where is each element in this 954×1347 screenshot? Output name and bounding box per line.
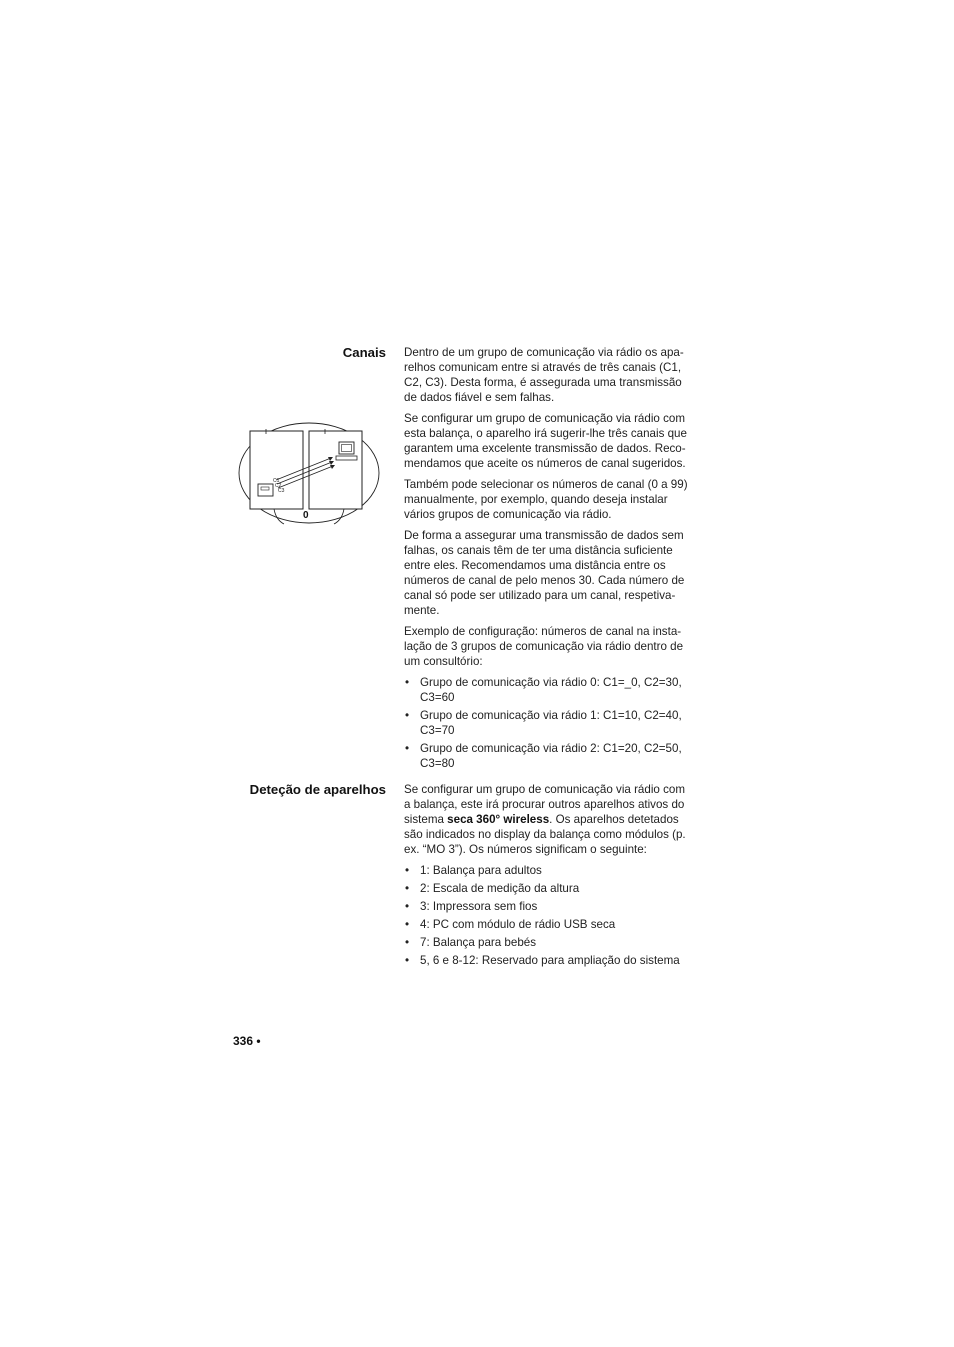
section-body-canais bbox=[404, 345, 694, 774]
door-arc bbox=[334, 509, 344, 524]
module-list bbox=[404, 863, 694, 968]
paragraph: Também pode selecionar os números de canal (0 a 99) manualmente, por exemplo, quando deseja instalar vários grupos de comunicação via rádio. bbox=[404, 478, 688, 521]
section-body-detecao bbox=[404, 782, 694, 971]
intro-text: . Os aparelhos detetados são indicados no display da balança como módulos (p. ex. “MO 3”). Os números significam o seguinte: bbox=[404, 813, 686, 856]
paragraph: Exemplo de configuração: números de canal na insta-lação de 3 grupos de comunicação via rádio dentro de um consultório: bbox=[404, 625, 684, 668]
list-item: • 4: PC com módulo de rádio USB seca bbox=[404, 917, 694, 932]
paragraph: Dentro de um grupo de comunicação via rádio os apa-relhos comunicam entre si através de três canais (C1, C2, C3). Desta forma, é assegurada uma transmissão de dados fiável e sem falhas. bbox=[404, 346, 684, 404]
list-item: • 7: Balança para bebés bbox=[404, 935, 694, 950]
section-heading-detecao: Deteção de aparelhos bbox=[249, 782, 386, 797]
channel-label-c2: C2 bbox=[275, 483, 282, 489]
paragraph: De forma a assegurar uma transmissão de dados sem falhas, os canais têm de ter uma distância suficiente entre eles. Recomendamos uma distância entre os números de canal de pelo menos 30. Cada número de canal só pode ser utilizado para um canal, respetiva-mente. bbox=[404, 529, 685, 617]
list-item: • Grupo de comunicação via rádio 2: C1=20, C2=50, C3=80 bbox=[404, 741, 694, 771]
paragraph bbox=[404, 782, 694, 857]
list-item: • 2: Escala de medição da altura bbox=[404, 881, 694, 896]
channel-label-c1: C1 bbox=[273, 478, 280, 484]
channel-example-list bbox=[404, 675, 694, 771]
room-left bbox=[250, 431, 303, 509]
list-item: • Grupo de comunicação via rádio 1: C1=10, C2=40, C3=70 bbox=[404, 708, 694, 738]
channel-label-c3: C3 bbox=[278, 488, 285, 494]
list-item: • Grupo de comunicação via rádio 0: C1=_0, C2=30, C3=60 bbox=[404, 675, 694, 705]
page-number: 336 • bbox=[233, 1034, 261, 1048]
door-arc bbox=[274, 509, 284, 524]
radio-group-diagram bbox=[236, 420, 382, 530]
list-item: • 1: Balança para adultos bbox=[404, 863, 694, 878]
product-name: seca 360° wireless bbox=[447, 813, 550, 826]
computer-keyboard-icon bbox=[336, 456, 357, 460]
list-item: • 5, 6 e 8-12: Reservado para ampliação do sistema bbox=[404, 953, 694, 968]
group-number: 0 bbox=[303, 510, 309, 521]
list-item: • 3: Impressora sem fios bbox=[404, 899, 694, 914]
intro-text: Se configurar um grupo de comunicação via rádio com a balança, este irá procurar outros aparelhos ativos do sistema bbox=[404, 783, 685, 826]
paragraph: Se configurar um grupo de comunicação via rádio com esta balança, o aparelho irá sugerir-lhe três canais que garantem uma excelente transmissão de dados. Reco-mendamos que aceite os números de canal sugeridos. bbox=[404, 412, 687, 470]
section-heading-canais: Canais bbox=[342, 345, 386, 360]
